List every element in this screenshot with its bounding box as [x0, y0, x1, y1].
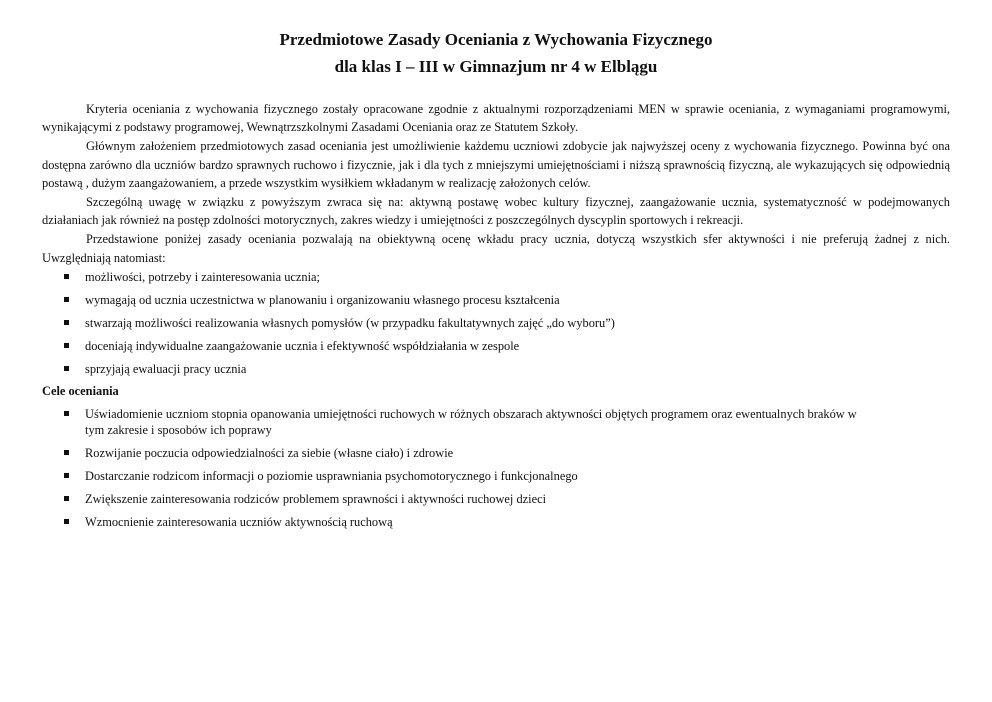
considerations-list: [42, 269, 950, 377]
square-bullet-icon: [64, 473, 69, 478]
square-bullet-icon: [64, 274, 69, 279]
square-bullet-icon: [64, 343, 69, 348]
square-bullet-icon: [64, 411, 69, 416]
document-title-line-2: dla klas I – III w Gimnazjum nr 4 w Elblągu: [334, 57, 658, 76]
list-item-text: Uświadomienie uczniom stopnia opanowania umiejętności ruchowych w różnych obszarach aktywności objętych programem oraz ewentualnych braków w tym zakresie i sposobów ich poprawy: [85, 406, 857, 437]
list-item: [42, 361, 950, 377]
list-item: [42, 445, 950, 461]
goals-list: [42, 406, 950, 530]
paragraph-main-assumption: Głównym założeniem przedmiotowych zasad oceniania jest umożliwienie każdemu uczniowi zdobycie jak najwyższej oceny z wychowania fizycznego. Powinna być ona dostępna zarówno dla uczniów bardzo sprawnych ruchowo i fizycznie, jak i dla tych z mniejszymi umiejętnościami i niższą sprawnością fizyczną, ale wykazujących się odpowiednią postawą , dużym zaangażowaniem, a przede wszystkim wysiłkiem wkładanym w realizację założonych celów.: [42, 139, 950, 190]
list-item: [42, 315, 950, 331]
list-item-text: stwarzają możliwości realizowania własnych pomysłów (w przypadku fakultatywnych zajęć „do wyboru”): [85, 315, 615, 330]
list-item-text: Wzmocnienie zainteresowania uczniów aktywnością ruchową: [85, 514, 393, 529]
paragraph-criteria: Kryteria oceniania z wychowania fizycznego zostały opracowane zgodnie z aktualnymi rozporządzeniami MEN w sprawie oceniania, z wymaganiami programowymi, wynikającymi z podstawy programowej, Wewnątrzszkolnymi Zasadami Oceniania oraz ze Statutem Szkoły.: [42, 102, 950, 135]
list-item: [42, 514, 950, 530]
square-bullet-icon: [64, 450, 69, 455]
list-item-text: Dostarczanie rodzicom informacji o poziomie usprawniania psychomotorycznego i funkcjonalnego: [85, 468, 578, 483]
title-block: [42, 26, 950, 80]
list-item: [42, 491, 950, 507]
list-item-text: możliwości, potrzeby i zainteresowania ucznia;: [85, 269, 320, 284]
paragraph-presented-rules: Przedstawione poniżej zasady oceniania pozwalają na obiektywną ocenę wkładu pracy ucznia, dotyczą wszystkich sfer aktywności i nie preferują żadnej z nich. Uwzględniają natomiast:: [42, 232, 950, 265]
list-item-text: Zwiększenie zainteresowania rodziców problemem sprawności i aktywności ruchowej dzieci: [85, 491, 547, 506]
list-item: [42, 406, 950, 438]
list-item: [42, 338, 950, 354]
square-bullet-icon: [64, 320, 69, 325]
square-bullet-icon: [64, 366, 69, 371]
square-bullet-icon: [64, 496, 69, 501]
square-bullet-icon: [64, 519, 69, 524]
document-title-line-1: Przedmiotowe Zasady Oceniania z Wychowania Fizycznego: [279, 30, 713, 49]
list-item: [42, 269, 950, 285]
list-item-text: sprzyjają ewaluacji pracy ucznia: [85, 361, 247, 376]
list-item: [42, 292, 950, 308]
list-item-text: Rozwijanie poczucia odpowiedzialności za siebie (własne ciało) i zdrowie: [85, 445, 454, 460]
paragraph-special-attention: Szczególną uwagę w związku z powyższym zwraca się na: aktywną postawę wobec kultury fizycznej, zaangażowanie ucznia, systematyczność w podejmowanych działaniach jak również na postęp zdolności motorycznych, zakres wiedzy i umiejętności z poszczególnych dyscyplin sportowych i rekreacji.: [42, 195, 950, 228]
list-item-text: wymagają od ucznia uczestnictwa w planowaniu i organizowaniu własnego procesu kształcenia: [85, 292, 560, 307]
list-item: [42, 468, 950, 484]
square-bullet-icon: [64, 297, 69, 302]
list-item-text: doceniają indywidualne zaangażowanie ucznia i efektywność współdziałania w zespole: [85, 338, 520, 353]
goals-heading: Cele oceniania: [42, 383, 119, 398]
